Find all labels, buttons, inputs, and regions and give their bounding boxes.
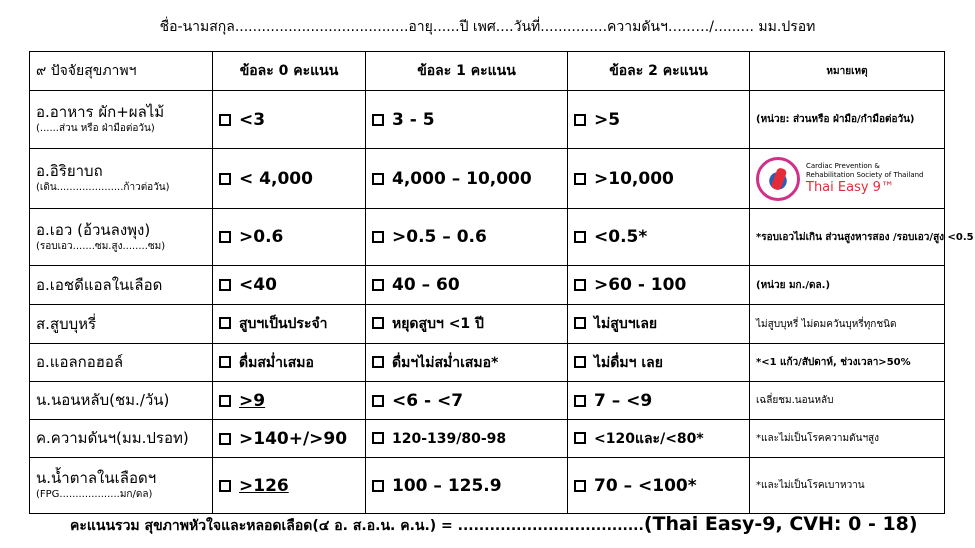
option-score-0[interactable] (213, 209, 366, 266)
factor-name: ค.ความดันฯ(มม.ปรอท) (36, 429, 189, 447)
option-label: ไม่ดื่มฯ เลย (594, 354, 663, 371)
option-score-0[interactable] (213, 305, 366, 344)
option-label: ดื่มฯไม่สม่ำเสมอ* (392, 354, 499, 371)
checkbox-icon[interactable] (219, 279, 231, 291)
option-score-2[interactable] (568, 458, 750, 514)
option-score-0[interactable] (213, 458, 366, 514)
checkbox-icon[interactable] (372, 356, 384, 368)
checkbox-icon[interactable] (372, 279, 384, 291)
option-label: <0.5* (594, 227, 648, 247)
checkbox-icon[interactable] (219, 356, 231, 368)
total-score-line (70, 513, 918, 537)
checkbox-icon[interactable] (574, 114, 586, 126)
note-cell: ไม่สูบบุหรี่ ไม่ดมควันบุหรี่ทุกชนิด (750, 305, 945, 344)
checkbox-icon[interactable] (574, 173, 586, 185)
option-label: 70 – <100* (594, 475, 697, 496)
option-score-0[interactable] (213, 382, 366, 420)
option-score-1[interactable] (366, 209, 568, 266)
option-score-0[interactable] (213, 420, 366, 458)
option-label: 40 – 60 (392, 275, 460, 295)
checkbox-icon[interactable] (574, 395, 586, 407)
option-label: 120-139/80-98 (392, 430, 507, 447)
logo-org-line2: Rehabilitation Society of Thailand (806, 170, 924, 179)
checkbox-icon[interactable] (574, 356, 586, 368)
factor-name: อ.แอลกอฮอล์ (36, 353, 124, 371)
table-row (30, 458, 945, 514)
option-label: >126 (239, 475, 289, 496)
option-score-1[interactable] (366, 149, 568, 209)
table-row (30, 266, 945, 305)
option-label: ไม่สูบฯเลย (594, 316, 658, 332)
factor-sub: (รอบเอว.......ซม.สูง........ซม) (36, 240, 166, 252)
option-label: 100 – 125.9 (392, 475, 502, 496)
factor-cell (30, 305, 213, 344)
option-score-0[interactable] (213, 91, 366, 149)
note-cell: (หน่วย: ส่วนหรือ ฝ่ามือ/กำมือต่อวัน) (750, 91, 945, 149)
col-header-score-1: ข้อละ 1 คะแนน (366, 52, 568, 91)
table-row (30, 344, 945, 382)
checkbox-icon[interactable] (574, 317, 586, 329)
checkbox-icon[interactable] (372, 317, 384, 329)
option-label: <6 - <7 (392, 390, 464, 411)
option-label: >5 (594, 109, 621, 130)
checkbox-icon[interactable] (219, 173, 231, 185)
checkbox-icon[interactable] (219, 231, 231, 243)
table-row (30, 149, 945, 209)
factor-sub: (......ส่วน หรือ ฝ่ามือต่อวัน) (36, 123, 155, 134)
checkbox-icon[interactable] (372, 231, 384, 243)
option-score-1[interactable] (366, 382, 568, 420)
factor-cell (30, 458, 213, 514)
thai-easy-9-logo (756, 157, 938, 201)
checkbox-icon[interactable] (372, 432, 384, 444)
option-score-0[interactable] (213, 344, 366, 382)
factor-cell (30, 91, 213, 149)
option-score-0[interactable] (213, 266, 366, 305)
table-row (30, 382, 945, 420)
option-label: >0.5 – 0.6 (392, 227, 487, 247)
form-header: ชื่อ-นามสกุล.......................................อายุ......ปี เพศ....วันที่...............ความดันฯ…..…./......... มม.ปรอท (159, 19, 816, 35)
option-label: หยุดสูบฯ <1 ปี (392, 316, 484, 332)
option-label: >9 (239, 390, 266, 411)
note-cell: เฉลี่ยชม.นอนหลับ (750, 382, 945, 420)
logo-brand: Thai Easy 9™ (806, 179, 894, 195)
option-label: 3 - 5 (392, 109, 435, 130)
logo-org-line1: Cardiac Prevention & (806, 161, 880, 170)
option-score-2[interactable] (568, 209, 750, 266)
checkbox-icon[interactable] (219, 317, 231, 329)
option-score-1[interactable] (366, 266, 568, 305)
option-label: สูบฯเป็นประจำ (239, 316, 328, 332)
col-header-note: หมายเหตุ (750, 52, 945, 91)
table-row (30, 420, 945, 458)
option-label: >60 - 100 (594, 275, 687, 295)
factor-name: น.นอนหลับ(ชม./วัน) (36, 391, 170, 409)
checkbox-icon[interactable] (574, 231, 586, 243)
option-score-1[interactable] (366, 91, 568, 149)
note-cell: (หน่วย มก./ดล.) (750, 266, 945, 305)
option-label: ดื่มสม่ำเสมอ (239, 354, 314, 371)
factor-cell (30, 420, 213, 458)
option-score-2[interactable] (568, 420, 750, 458)
col-header-factor: ๙ ปัจจัยสุขภาพฯ (30, 52, 213, 91)
factor-cell (30, 209, 213, 266)
option-score-2[interactable] (568, 266, 750, 305)
factor-name: อ.อิริยาบถ (36, 162, 103, 180)
option-label: < 4,000 (239, 168, 313, 189)
option-label: <120และ/<80* (594, 430, 704, 447)
option-label: >10,000 (594, 168, 674, 189)
factor-cell (30, 344, 213, 382)
checkbox-icon[interactable] (574, 480, 586, 492)
checkbox-icon[interactable] (574, 432, 586, 444)
checkbox-icon[interactable] (574, 279, 586, 291)
option-label: >0.6 (239, 227, 284, 247)
checkbox-icon[interactable] (219, 395, 231, 407)
factor-cell (30, 382, 213, 420)
factor-name: ส.สูบบุหรี่ (36, 314, 97, 333)
col-header-score-2: ข้อละ 2 คะแนน (568, 52, 750, 91)
option-score-2[interactable] (568, 305, 750, 344)
option-score-2[interactable] (568, 91, 750, 149)
option-label: >140+/>90 (239, 428, 348, 449)
checkbox-icon[interactable] (219, 114, 231, 126)
factor-name: อ.เอว (อ้วนลงพุง) (36, 220, 151, 239)
option-score-1[interactable] (366, 420, 568, 458)
note-cell: *และไม่เป็นโรคความดันฯสูง (750, 420, 945, 458)
table-row (30, 305, 945, 344)
factor-name: อ.เอชดีแอลในเลือด (36, 275, 163, 294)
table-row (30, 209, 945, 266)
health-factor-table (29, 51, 974, 514)
factor-cell (30, 266, 213, 305)
option-label: 4,000 – 10,000 (392, 168, 532, 189)
option-score-2[interactable] (568, 382, 750, 420)
option-label: <3 (239, 109, 266, 130)
option-label: 7 – <9 (594, 390, 653, 411)
col-header-score-0: ข้อละ 0 คะแนน (213, 52, 366, 91)
factor-cell (30, 149, 213, 209)
runner-logo-icon (756, 157, 800, 201)
option-score-1[interactable] (366, 344, 568, 382)
checkbox-icon[interactable] (219, 480, 231, 492)
checkbox-icon[interactable] (372, 480, 384, 492)
factor-sub: (FPG...................มก/ดล) (36, 489, 153, 500)
option-score-2[interactable] (568, 344, 750, 382)
note-cell (750, 149, 945, 209)
factor-name: อ.อาหาร ผัก+ผลไม้ (36, 103, 165, 121)
note-cell: *<1 แก้ว/สัปดาห์, ช่วงเวลา>50% (750, 344, 945, 382)
factor-sub: (เดิน.....................ก้าวต่อวัน) (36, 182, 170, 193)
score-range: (Thai Easy-9, CVH: 0 - 18) (643, 513, 918, 535)
checkbox-icon[interactable] (372, 173, 384, 185)
table-row (30, 91, 945, 149)
option-score-1[interactable] (366, 305, 568, 344)
option-score-1[interactable] (366, 458, 568, 514)
checkbox-icon[interactable] (372, 395, 384, 407)
option-score-0[interactable] (213, 149, 366, 209)
total-score-label: คะแนนรวม สุขภาพหัวใจและหลอดเลือด(๔ อ. ส.อ.น. ค.น.) = ................................... (70, 518, 644, 534)
option-score-2[interactable] (568, 149, 750, 209)
checkbox-icon[interactable] (219, 433, 231, 445)
table-header-row (30, 52, 945, 91)
checkbox-icon[interactable] (372, 114, 384, 126)
option-label: <40 (239, 275, 277, 295)
factor-name: น.น้ำตาลในเลือดฯ (36, 469, 157, 487)
note-cell: *รอบเอวไม่เกิน ส่วนสูงหารสอง /รอบเอว/สูง <0.5 (750, 209, 945, 266)
note-cell: *และไม่เป็นโรคเบาหวาน (750, 458, 945, 514)
